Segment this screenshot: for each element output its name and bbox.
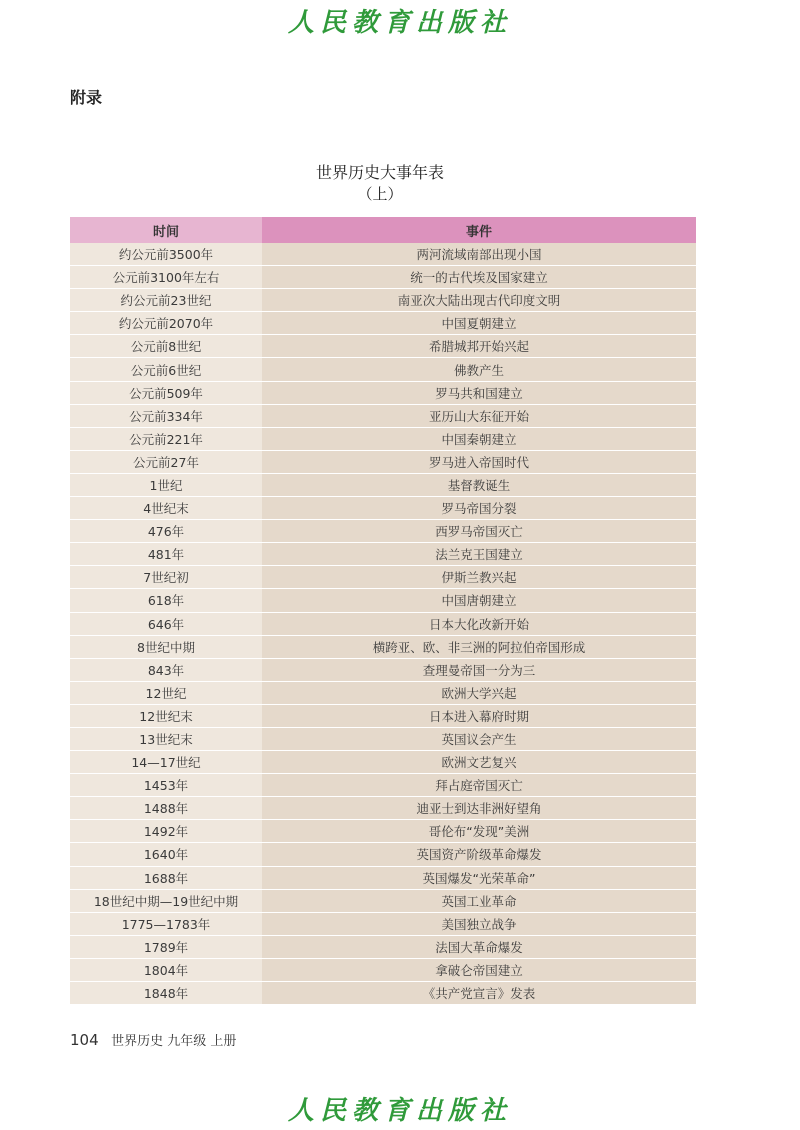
- table-row: [70, 843, 696, 866]
- cell-time: 18世纪中期—19世纪中期: [70, 889, 262, 912]
- table-row: [70, 681, 696, 704]
- table-row: [70, 658, 696, 681]
- table-row: [70, 704, 696, 727]
- cell-event: 希腊城邦开始兴起: [262, 335, 696, 358]
- cell-time: 约公元前2070年: [70, 312, 262, 335]
- cell-event: 法国大革命爆发: [262, 935, 696, 958]
- table-row: [70, 912, 696, 935]
- cell-time: 公元前27年: [70, 450, 262, 473]
- table-row: [70, 612, 696, 635]
- table-row: [70, 589, 696, 612]
- cell-event: 哥伦布“发现”美洲: [262, 820, 696, 843]
- cell-time: 8世纪中期: [70, 635, 262, 658]
- cell-time: 公元前221年: [70, 427, 262, 450]
- table-row: [70, 958, 696, 981]
- table-row: [70, 797, 696, 820]
- cell-time: 481年: [70, 543, 262, 566]
- cell-time: 1488年: [70, 797, 262, 820]
- cell-time: 公元前509年: [70, 381, 262, 404]
- cell-event: 罗马帝国分裂: [262, 497, 696, 520]
- cell-time: 1世纪: [70, 473, 262, 496]
- chronology-table: [70, 217, 696, 1005]
- cell-time: 公元前6世纪: [70, 358, 262, 381]
- book-title: 世界历史 九年级 上册: [111, 1034, 237, 1049]
- cell-time: 4世纪末: [70, 497, 262, 520]
- page-footer: [70, 1030, 236, 1049]
- table-row: [70, 289, 696, 312]
- table-row: [70, 266, 696, 289]
- table-row: [70, 774, 696, 797]
- cell-time: 646年: [70, 612, 262, 635]
- table-row: [70, 935, 696, 958]
- cell-time: 1453年: [70, 774, 262, 797]
- section-label: 附录: [70, 88, 103, 107]
- table-row: [70, 335, 696, 358]
- cell-event: 统一的古代埃及国家建立: [262, 266, 696, 289]
- publisher-logo-top: 人民教育出版社: [287, 8, 512, 38]
- table-row: [70, 889, 696, 912]
- table-row: [70, 358, 696, 381]
- cell-event: 《共产党宣言》发表: [262, 982, 696, 1005]
- cell-event: 日本进入幕府时期: [262, 704, 696, 727]
- table-row: [70, 820, 696, 843]
- cell-event: 基督教诞生: [262, 473, 696, 496]
- cell-time: 约公元前23世纪: [70, 289, 262, 312]
- cell-event: 法兰克王国建立: [262, 543, 696, 566]
- cell-time: 1775—1783年: [70, 912, 262, 935]
- table-subtitle: （上）: [357, 185, 403, 203]
- cell-time: 12世纪: [70, 681, 262, 704]
- cell-time: 14—17世纪: [70, 751, 262, 774]
- table-row: [70, 543, 696, 566]
- header-event: 事件: [262, 217, 696, 243]
- cell-time: 476年: [70, 520, 262, 543]
- header-time: 时间: [70, 217, 262, 243]
- cell-event: 佛教产生: [262, 358, 696, 381]
- table-row: [70, 566, 696, 589]
- cell-time: 1492年: [70, 820, 262, 843]
- table-row: [70, 473, 696, 496]
- page-number: 104: [70, 1031, 99, 1049]
- table-row: [70, 866, 696, 889]
- cell-time: 1804年: [70, 958, 262, 981]
- cell-event: 迪亚士到达非洲好望角: [262, 797, 696, 820]
- cell-event: 罗马共和国建立: [262, 381, 696, 404]
- cell-time: 1789年: [70, 935, 262, 958]
- cell-event: 英国资产阶级革命爆发: [262, 843, 696, 866]
- table-row: [70, 312, 696, 335]
- table-row: [70, 404, 696, 427]
- cell-time: 7世纪初: [70, 566, 262, 589]
- table-row: [70, 450, 696, 473]
- table-row: [70, 635, 696, 658]
- cell-time: 1688年: [70, 866, 262, 889]
- cell-event: 两河流域南部出现小国: [262, 243, 696, 266]
- cell-time: 618年: [70, 589, 262, 612]
- cell-event: 欧洲文艺复兴: [262, 751, 696, 774]
- cell-time: 公元前8世纪: [70, 335, 262, 358]
- table-row: [70, 243, 696, 266]
- cell-time: 公元前3100年左右: [70, 266, 262, 289]
- cell-event: 伊斯兰教兴起: [262, 566, 696, 589]
- table-row: [70, 751, 696, 774]
- cell-time: 约公元前3500年: [70, 243, 262, 266]
- publisher-logo-bottom: 人民教育出版社: [287, 1096, 512, 1126]
- cell-event: 拜占庭帝国灭亡: [262, 774, 696, 797]
- cell-time: 公元前334年: [70, 404, 262, 427]
- cell-event: 南亚次大陆出现古代印度文明: [262, 289, 696, 312]
- cell-time: 12世纪末: [70, 704, 262, 727]
- table-title: 世界历史大事年表: [315, 163, 444, 182]
- cell-event: 亚历山大东征开始: [262, 404, 696, 427]
- cell-event: 罗马进入帝国时代: [262, 450, 696, 473]
- cell-event: 美国独立战争: [262, 912, 696, 935]
- table-row: [70, 381, 696, 404]
- cell-event: 拿破仑帝国建立: [262, 958, 696, 981]
- cell-event: 查理曼帝国一分为三: [262, 658, 696, 681]
- cell-event: 英国工业革命: [262, 889, 696, 912]
- cell-time: 1848年: [70, 982, 262, 1005]
- cell-event: 英国爆发“光荣革命”: [262, 866, 696, 889]
- cell-event: 中国秦朝建立: [262, 427, 696, 450]
- cell-time: 13世纪末: [70, 727, 262, 750]
- cell-event: 日本大化改新开始: [262, 612, 696, 635]
- table-row: [70, 427, 696, 450]
- table-row: [70, 982, 696, 1005]
- cell-event: 横跨亚、欧、非三洲的阿拉伯帝国形成: [262, 635, 696, 658]
- cell-event: 中国唐朝建立: [262, 589, 696, 612]
- table-row: [70, 727, 696, 750]
- cell-event: 中国夏朝建立: [262, 312, 696, 335]
- cell-time: 1640年: [70, 843, 262, 866]
- table-row: [70, 520, 696, 543]
- table-header-row: [70, 217, 696, 243]
- table-row: [70, 497, 696, 520]
- cell-event: 欧洲大学兴起: [262, 681, 696, 704]
- cell-event: 英国议会产生: [262, 727, 696, 750]
- cell-time: 843年: [70, 658, 262, 681]
- cell-event: 西罗马帝国灭亡: [262, 520, 696, 543]
- table-body: [70, 243, 696, 1005]
